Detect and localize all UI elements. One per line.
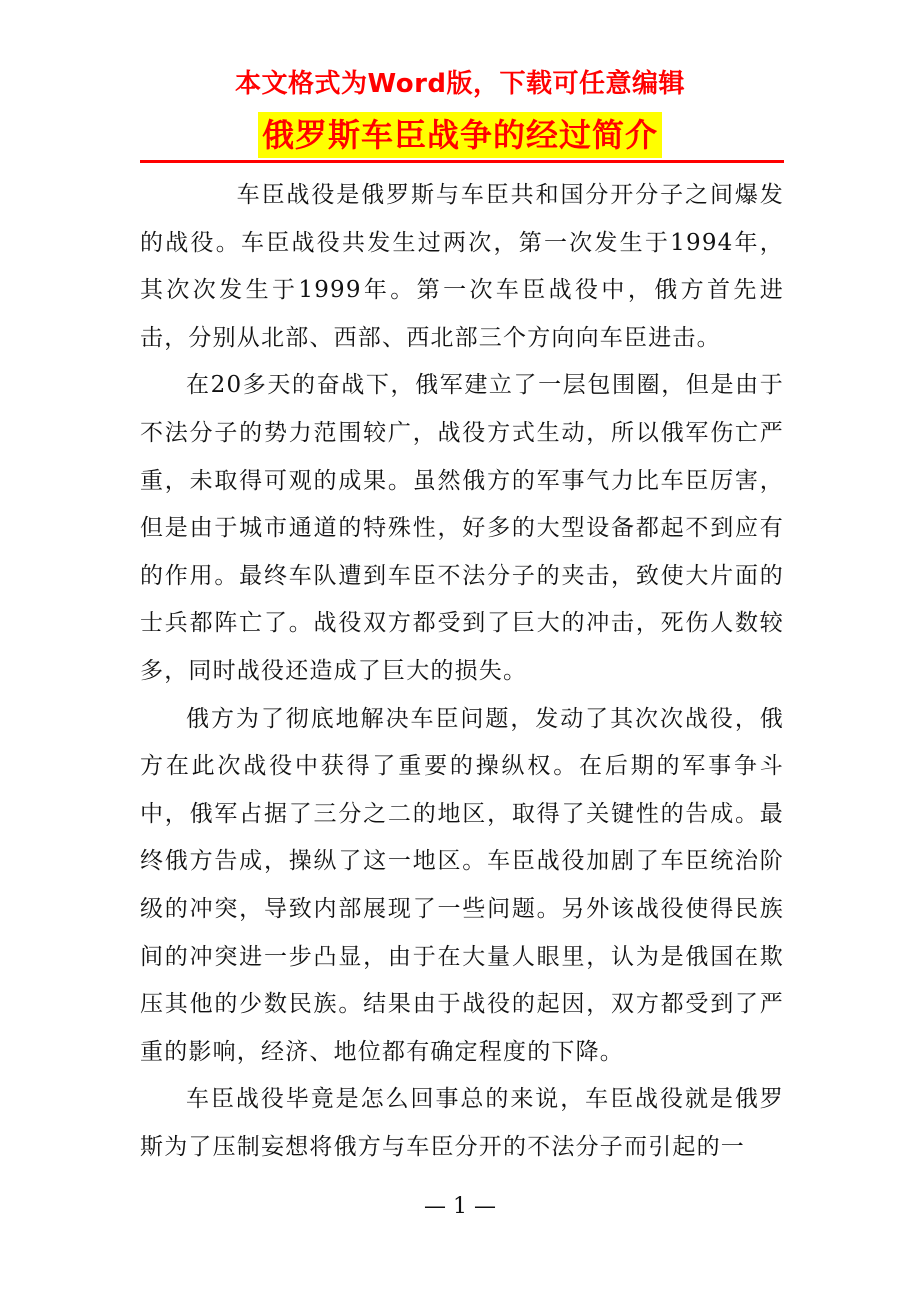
- title-divider: [140, 160, 784, 163]
- title-block: [0, 112, 920, 158]
- paragraph-1: 车臣战役是俄罗斯与车臣共和国分开分子之间爆发的战役。车臣战役共发生过两次，第一次发生于1994年，其次次发生于1999年。第一次车臣战役中，俄方首先进击，分别从北部、西部、西北部三个方向向车臣进击。: [140, 182, 784, 351]
- paragraph-4: 车臣战役毕竟是怎么回事总的来说，车臣战役就是俄罗斯为了压制妄想将俄方与车臣分开的不法分子而引起的一: [140, 1086, 784, 1160]
- document-body: [140, 172, 784, 1171]
- page-number: — 1 —: [424, 1194, 496, 1219]
- paragraph-2: 在20多天的奋战下，俄军建立了一层包围圈，但是由于不法分子的势力范围较广，战役方式生动，所以俄军伤亡严重，未取得可观的成果。虽然俄方的军事气力比车臣厉害，但是由于城市通道的特殊性，好多的大型设备都起不到应有的作用。最终车队遭到车臣不法分子的夹击，致使大片面的士兵都阵亡了。战役双方都受到了巨大的冲击，死伤人数较多，同时战役还造成了巨大的损失。: [140, 372, 784, 684]
- document-title: 俄罗斯车臣战争的经过简介: [258, 112, 662, 158]
- format-notice: 本文格式为Word版，下载可任意编辑: [234, 69, 686, 99]
- paragraph-3: 俄方为了彻底地解决车臣问题，发动了其次次战役，俄方在此次战役中获得了重要的操纵权。在后期的军事争斗中，俄军占据了三分之二的地区，取得了关键性的告成。最终俄方告成，操纵了这一地区。车臣战役加剧了车臣统治阶级的冲突，导致内部展现了一些问题。另外该战役使得民族间的冲突进一步凸显，由于在大量人眼里，认为是俄国在欺压其他的少数民族。结果由于战役的起因，双方都受到了严重的影响，经济、地位都有确定程度的下降。: [140, 705, 784, 1065]
